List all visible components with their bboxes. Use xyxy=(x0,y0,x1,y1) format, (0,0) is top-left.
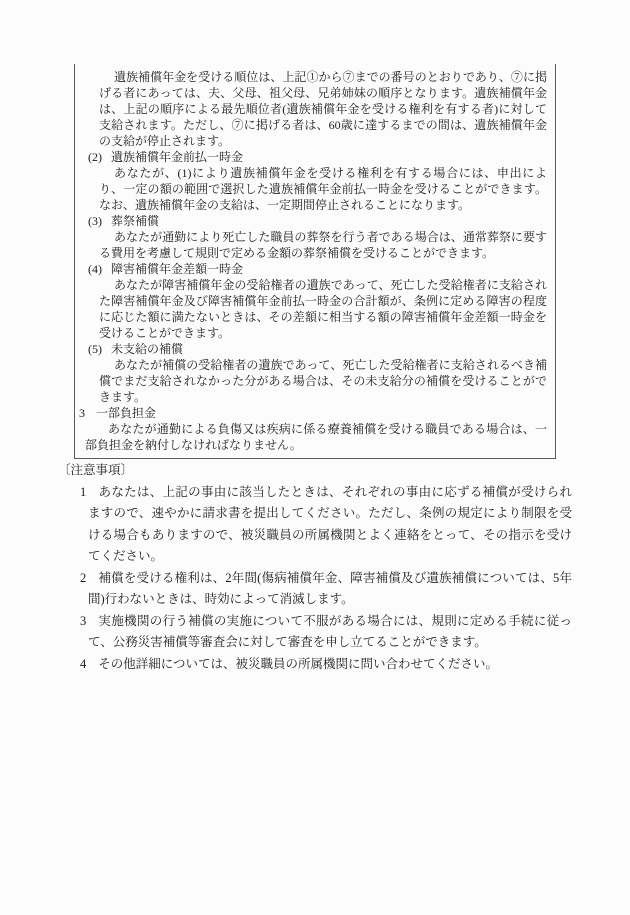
note-1-number: 1 xyxy=(80,484,87,499)
notes-section xyxy=(58,460,572,675)
subitem-4-label: (4) xyxy=(88,262,102,276)
subitem-5-title: 未支給の補償 xyxy=(111,342,184,356)
subitem-2-title: 遺族補償年金前払一時金 xyxy=(111,150,244,164)
item-3-heading xyxy=(79,405,547,421)
note-3-number: 3 xyxy=(80,613,87,628)
note-3-text: 実施機関の行う補償の実施について不服がある場合には、規則に定める手続に従って、公務災害補償等審査会に対して審査を申し立てることができます。 xyxy=(88,613,572,649)
item-3-body: あなたが通勤による負傷又は疾病に係る療養補償を受ける職員である場合は、一部負担金を納付しなければなりません。 xyxy=(85,422,547,452)
notes-heading: 〔注意事項〕 xyxy=(58,463,134,477)
subitem-4-body: あなたが障害補償年金の受給権者の遺族であって、死亡した受給権者に支給された障害補償年金及び障害補償年金前払一時金の合計額が、条例に定める障害の程度に応じた額に満たないときは、その差額に相当する額の障害補償年金差額一時金を受けることができます。 xyxy=(99,278,547,340)
item-3-label: 3 xyxy=(79,406,85,420)
note-2-text: 補償を受ける権利は、2年間(傷病補償年金、障害補償及び遺族補償については、5年間)行わないときは、時効によって消滅します。 xyxy=(88,570,572,606)
survivor-pension-order-paragraph: 遺族補償年金を受ける順位は、上記①から⑦までの番号のとおりであり、⑦に掲げる者にあっては、夫、父母、祖父母、兄弟姉妹の順序となります。遺族補償年金は、上記の順序による最先順位者(遺族補償年金を受ける権利を有する者)に対して支給されます。ただし、⑦に掲げる者は、60歳に達するまでの間は、遺族補償年金の支給が停止されます。 xyxy=(99,70,547,148)
subitem-4-heading xyxy=(88,261,547,277)
note-item-4 xyxy=(58,654,572,676)
subitem-3-heading xyxy=(88,213,547,229)
note-2-number: 2 xyxy=(80,570,87,585)
note-item-1 xyxy=(58,482,572,568)
note-item-2 xyxy=(58,568,572,611)
note-4-text: その他詳細については、被災職員の所属機関に問い合わせてください。 xyxy=(98,656,499,671)
subitem-4-title: 障害補償年金差額一時金 xyxy=(111,262,244,276)
note-4-number: 4 xyxy=(80,656,87,671)
note-1-text: あなたは、上記の事由に該当したときは、それぞれの事由に応ずる補償が受けられますので、速やかに請求書を提出してください。ただし、条例の規定により制限を受ける場合もありますので、被災職員の所属機関とよく連絡をとって、その指示を受けてください。 xyxy=(88,484,572,563)
compensation-clauses-box xyxy=(74,64,556,459)
item-3-title: 一部負担金 xyxy=(96,406,157,420)
subitem-3-label: (3) xyxy=(88,214,102,228)
subitem-2-label: (2) xyxy=(88,150,102,164)
subitem-3-title: 葬祭補償 xyxy=(111,214,160,228)
subitem-5-body: あなたが補償の受給権者の遺族であって、死亡した受給権者に支給されるべき補償でまだ支給されなかった分がある場合は、その未支給分の補償を受けることができます。 xyxy=(99,358,547,404)
subitem-2-heading xyxy=(88,149,547,165)
note-item-3 xyxy=(58,611,572,654)
subitem-5-label: (5) xyxy=(88,342,102,356)
subitem-2-body: あなたが、(1)により遺族補償年金を受ける権利を有する場合には、申出により、一定の額の範囲で選択した遺族補償年金前払一時金を受けることができます。なお、遺族補償年金の支給は、一定期間停止されることになります。 xyxy=(99,166,547,212)
subitem-5-heading xyxy=(88,341,547,357)
subitem-3-body: あなたが通勤により死亡した職員の葬祭を行う者である場合は、通常葬祭に要する費用を考慮して規則で定める金額の葬祭補償を受けることができます。 xyxy=(99,230,547,260)
